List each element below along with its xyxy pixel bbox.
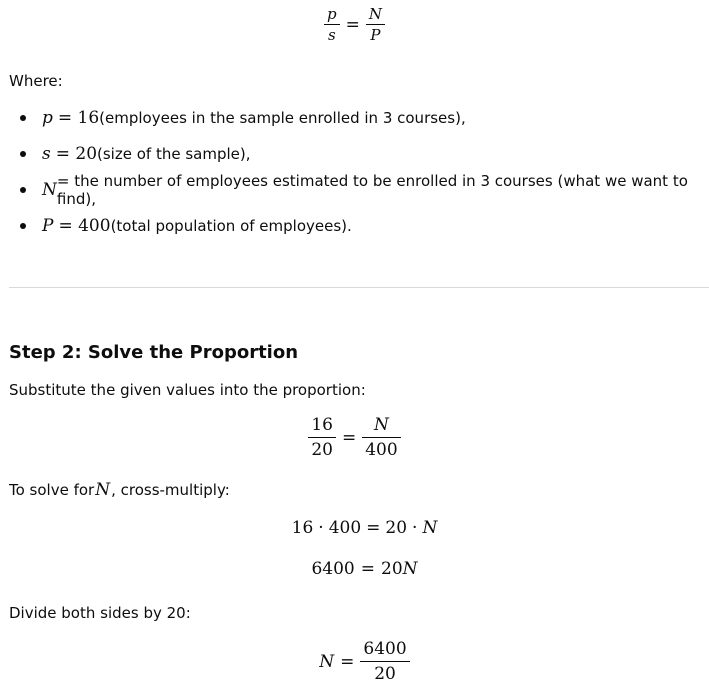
fraction-denominator: P	[370, 26, 381, 44]
variable-description: (total population of employees).	[110, 217, 352, 235]
variable-value: = 400	[58, 216, 111, 236]
term: 400	[328, 518, 362, 538]
list-item	[42, 172, 709, 208]
fraction-denominator: 400	[365, 440, 398, 460]
fraction-denominator: s	[327, 26, 336, 44]
bullet-icon	[20, 187, 26, 193]
fraction-numerator: 16	[311, 415, 333, 435]
multiply-dot: ·	[318, 518, 324, 538]
variable-definitions-list	[42, 100, 709, 244]
list-item	[42, 208, 709, 244]
where-label: Where:	[9, 72, 63, 90]
equals-sign: =	[366, 518, 381, 538]
variable-description: = the number of employees estimated to be enrolled in 3 courses (what we want to find),	[56, 172, 688, 208]
fraction-16-over-20	[308, 415, 336, 460]
bullet-icon	[20, 223, 26, 229]
variable-value: = 16	[57, 108, 100, 128]
variable-symbol: N	[42, 180, 57, 200]
fraction-numerator: p	[327, 5, 337, 23]
equals-sign: =	[341, 427, 357, 448]
list-item	[42, 100, 709, 136]
multiply-dot: ·	[412, 518, 418, 538]
variable-symbol: s	[42, 144, 51, 164]
result-variable: N	[319, 651, 335, 672]
fraction-N-over-P	[366, 6, 385, 43]
term: 6400	[311, 559, 355, 579]
step-2-heading: Step 2: Solve the Proportion	[9, 342, 299, 363]
variable-symbol: P	[42, 216, 54, 236]
substitute-instruction: Substitute the given values into the proportion:	[9, 381, 366, 399]
fraction-N-over-400	[362, 415, 400, 460]
product-equation	[0, 559, 709, 579]
fraction-numerator: N	[374, 415, 389, 435]
substituted-proportion-equation	[0, 415, 709, 460]
bullet-icon	[20, 151, 26, 157]
equals-sign: =	[340, 651, 355, 672]
instruction-suffix: , cross-multiply:	[111, 481, 230, 499]
equals-sign: =	[360, 559, 375, 579]
equals-sign: =	[345, 14, 360, 35]
term: 16	[291, 518, 314, 538]
fraction-6400-over-20	[360, 639, 409, 684]
cross-multiplied-equation	[0, 518, 709, 538]
section-divider	[9, 287, 709, 288]
fraction-numerator: N	[368, 5, 382, 23]
variable-description: (employees in the sample enrolled in 3 courses),	[99, 109, 466, 127]
instruction-variable: N	[95, 480, 111, 500]
fraction-denominator: 20	[374, 664, 396, 684]
term: 20N	[381, 559, 418, 579]
fraction-p-over-s	[324, 6, 340, 43]
variable-symbol: p	[42, 108, 53, 128]
term: N	[422, 518, 438, 538]
variable-description: (size of the sample),	[97, 145, 251, 163]
cross-multiply-instruction	[9, 480, 230, 500]
bullet-icon	[20, 115, 26, 121]
variable-value: = 20	[55, 144, 98, 164]
result-equation	[0, 639, 709, 684]
fraction-numerator: 6400	[363, 639, 407, 659]
divide-instruction: Divide both sides by 20:	[9, 604, 191, 622]
top-proportion-equation	[0, 6, 709, 43]
list-item	[42, 136, 709, 172]
term: 20	[385, 518, 408, 538]
instruction-prefix: To solve for	[9, 481, 95, 499]
fraction-denominator: 20	[311, 440, 333, 460]
